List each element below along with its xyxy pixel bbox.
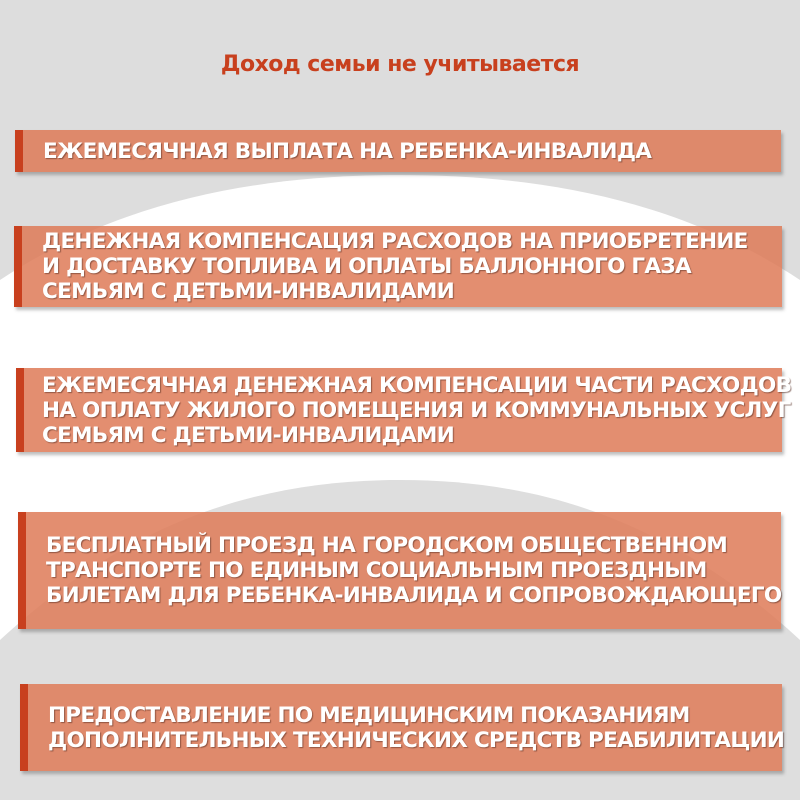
benefit-3-line-2: НА ОПЛАТУ ЖИЛОГО ПОМЕЩЕНИЯ И КОММУНАЛЬНЫХ УСЛУГ (42, 397, 791, 423)
benefit-text-5 (48, 703, 784, 753)
benefit-text-2 (42, 229, 748, 304)
benefit-text-1 (43, 139, 651, 164)
benefit-card-5 (20, 684, 785, 771)
benefit-2-line-3: СЕМЬЯМ С ДЕТЬМИ-ИНВАЛИДАМИ (42, 279, 454, 304)
benefit-2-line-1: ДЕНЕЖНАЯ КОМПЕНСАЦИЯ РАСХОДОВ НА ПРИОБРЕТЕНИЕ (42, 229, 748, 254)
benefit-card-4 (18, 512, 781, 629)
benefit-3-line-3: СЕМЬЯМ С ДЕТЬМИ-ИНВАЛИДАМИ (42, 422, 454, 448)
benefit-text-4 (46, 533, 781, 608)
benefit-2-line-2: И ДОСТАВКУ ТОПЛИВА И ОПЛАТЫ БАЛЛОННОГО ГАЗА (42, 254, 691, 279)
benefit-text-3 (42, 373, 791, 448)
benefit-card-3 (16, 368, 792, 452)
benefit-1-line-1: ЕЖЕМЕСЯЧНАЯ ВЫПЛАТА НА РЕБЕНКА-ИНВАЛИДА (43, 138, 652, 164)
benefit-5-line-2: ДОПОЛНИТЕЛЬНЫХ ТЕХНИЧЕСКИХ СРЕДСТВ РЕАБИЛИТАЦИИ (48, 727, 785, 753)
benefit-4-line-3: БИЛЕТАМ ДЛЯ РЕБЕНКА-ИНВАЛИДА И СОПРОВОЖДАЮЩЕГО (46, 583, 782, 608)
benefit-4-line-2: ТРАНСПОРТЕ ПО ЕДИНЫМ СОЦИАЛЬНЫМ ПРОЕЗДНЫМ (46, 558, 707, 583)
benefit-4-line-1: БЕСПЛАТНЫЙ ПРОЕЗД НА ГОРОДСКОМ ОБЩЕСТВЕННОМ (46, 533, 728, 558)
benefit-card-2 (14, 226, 782, 307)
page-title: Доход семьи не учитывается (220, 52, 580, 77)
benefit-3-line-1: ЕЖЕМЕСЯЧНАЯ ДЕНЕЖНАЯ КОМПЕНСАЦИИ ЧАСТИ РАСХОДОВ (42, 372, 792, 398)
benefit-card-1 (15, 130, 781, 172)
benefit-5-line-1: ПРЕДОСТАВЛЕНИЕ ПО МЕДИЦИНСКИМ ПОКАЗАНИЯМ (48, 702, 690, 728)
